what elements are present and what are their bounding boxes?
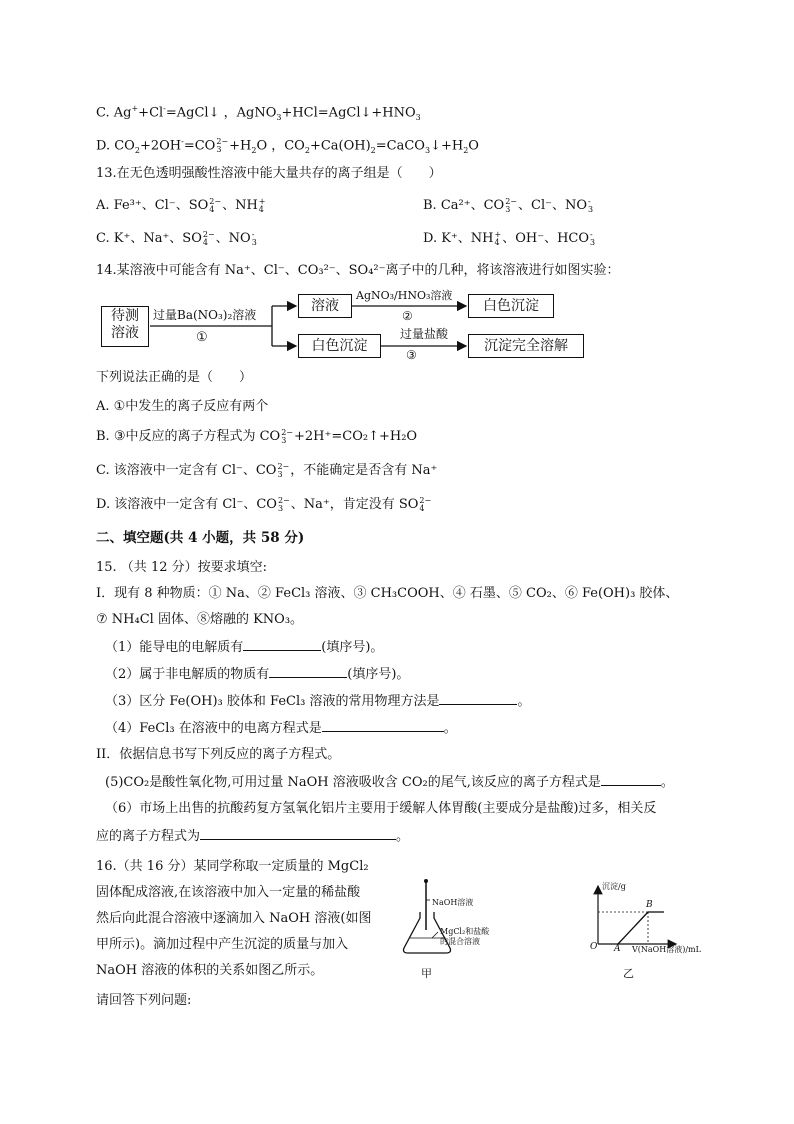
q14-option-b: B. ③中反应的离子方程式为 CO 2− 3 +2H⁺=CO₂↑+H₂O: [96, 427, 418, 445]
q15-sub6: （6）市场上出售的抗酸药复方氢氧化铝片主要用于缓解人体胃酸(主要成分是盐酸)过多，相关反: [105, 801, 657, 816]
question-14: 14.某溶液中可能含有 Na⁺、Cl⁻、CO₃²⁻、SO₄²⁻离子中的几种，将该溶液进行如图实验：: [96, 263, 620, 278]
answer-blank[interactable]: [322, 719, 444, 732]
box-white-precipitate-2: 白色沉淀: [298, 334, 381, 358]
q13-option-c: C. K⁺、Na⁺、SO 2− 4 、NO - 3: [96, 229, 257, 247]
box-precipitate-dissolves: 沉淀完全溶解: [468, 334, 584, 358]
question-13: 13.在无色透明强酸性溶液中能大量共存的离子组是（ ）: [96, 166, 442, 181]
box-sample-solution: 待测 溶液: [101, 306, 149, 347]
question-15: 15. （共 12 分）按要求填空:: [96, 560, 267, 575]
question-16-line3: 然后向此混合溶液中逐滴加入 NaOH 溶液(如图: [96, 911, 372, 926]
arrow1-bottom-label: ①: [196, 330, 208, 345]
box-white-precipitate-1: 白色沉淀: [468, 294, 554, 318]
q15-part-ii: II．依据信息书写下列反应的离子方程式。: [96, 747, 341, 762]
q15-sub1: （1）能导电的电解质有 (填序号)。: [105, 640, 384, 655]
q15-sub3: （3）区分 Fe(OH)₃ 胶体和 FeCl₃ 溶液的常用物理方法是 。: [105, 694, 531, 709]
graph-point-a: A: [614, 944, 621, 954]
question-16-line6: 请回答下列问题:: [96, 993, 192, 1008]
graph-point-b: B: [646, 900, 653, 910]
q13-option-b: B. Ca²⁺、CO 2− 3 、Cl⁻、NO - 3: [423, 196, 594, 214]
graph-xlabel: V(NaOH溶液)/mL: [632, 945, 701, 954]
answer-blank[interactable]: [200, 827, 396, 840]
graph-origin: O: [590, 942, 598, 952]
q15-part-i-cont: ⑦ NH₄Cl 固体、⑧熔融的 KNO₃。: [96, 612, 304, 627]
q15-sub4: （4）FeCl₃ 在溶液中的电离方程式是 。: [105, 721, 457, 736]
question-16-line4: 甲所示)。滴加过程中产生沉淀的质量与加入: [96, 937, 349, 952]
q15-sub6-cont: 应的离子方程式为 。: [96, 829, 410, 844]
arrow1-top-label: 过量Ba(NO₃)₂溶液: [153, 308, 257, 322]
arrow2-bottom-label: ②: [402, 309, 413, 323]
arrow2-top-label: AgNO₃/HNO₃溶液: [356, 289, 453, 302]
flask-label-naoh: NaOH溶液: [432, 898, 474, 907]
figure-jia-caption: 甲: [421, 967, 432, 980]
q14-option-c: C. 该溶液中一定含有 Cl⁻、CO 2− 3 ，不能确定是否含有 Na⁺: [96, 461, 438, 479]
q14-stem: 下列说法正确的是（ ）: [96, 370, 253, 385]
option-d-equation: D. $CO_2+2OH^-=CO$ 2− 3 $+H_2O$ ，$CO_2+Ca(OH)_2=CaCO_3↓+H_2O$: [96, 136, 479, 155]
question-16-line1: 16.（共 16 分）某同学称取一定质量的 MgCl₂: [96, 859, 369, 874]
question-16-line5: NaOH 溶液的体积的关系如图乙所示。: [96, 963, 324, 978]
answer-blank[interactable]: [269, 665, 347, 678]
q15-part-i: I．现有 8 种物质：① Na、② FeCl₃ 溶液、③ CH₃COOH、④ 石墨、⑤ CO₂、⑥ Fe(OH)₃ 胶体、: [96, 586, 679, 601]
question-16-line2: 固体配成溶液,在该溶液中加入一定量的稀盐酸: [96, 885, 361, 900]
arrow3-top-label: 过量盐酸: [400, 327, 449, 341]
q13-option-a: A. Fe³⁺、Cl⁻、SO 2− 4 、NH + 4: [96, 196, 266, 214]
answer-blank[interactable]: [243, 638, 321, 651]
answer-blank[interactable]: [601, 773, 661, 786]
q15-sub2: （2）属于非电解质的物质有 (填序号)。: [105, 667, 410, 682]
flask-label-mix2: 的混合溶液: [440, 937, 480, 946]
q15-sub5: (5)CO₂是酸性氧化物,可用过量 NaOH 溶液吸收含 CO₂的尾气,该反应的离子方程式是 。: [105, 775, 674, 790]
option-c-equation: C. Ag++Cl-=AgCl↓ ，$AgNO_3+HCl=AgCl↓+HNO_3$: [96, 104, 421, 122]
section-2-heading: 二、填空题(共 4 小题，共 58 分): [96, 530, 305, 546]
q14-option-a: A. ①中发生的离子反应有两个: [96, 399, 269, 414]
figure-yi-caption: 乙: [623, 967, 634, 980]
graph-figure: [598, 886, 676, 944]
flask-label-mix1: MgCl₂和盐酸: [440, 927, 490, 936]
q14-option-d: D. 该溶液中一定含有 Cl⁻、CO 2− 3 、Na⁺，肯定没有 SO 2− 4: [96, 495, 432, 513]
graph-ylabel: 沉淀/g: [602, 882, 626, 891]
box-solution: 溶液: [298, 294, 352, 318]
answer-blank[interactable]: [439, 692, 517, 705]
arrow3-bottom-label: ③: [406, 348, 417, 362]
q13-option-d: D. K⁺、NH + 4 、OH⁻、HCO - 3: [423, 229, 596, 247]
